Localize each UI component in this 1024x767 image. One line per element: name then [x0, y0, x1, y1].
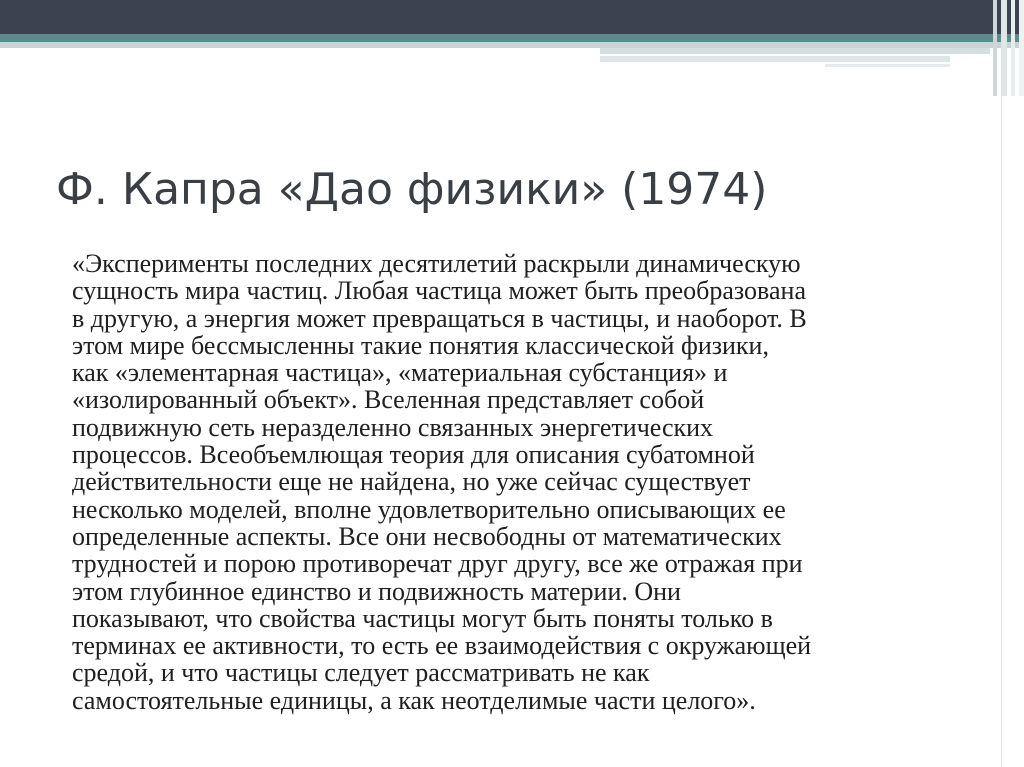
quote-text [72, 250, 972, 714]
edge-decoration [993, 0, 1024, 96]
header-band-dark [0, 0, 1024, 34]
edge-bar-4 [1019, 0, 1024, 96]
header-decoration-steps [600, 48, 990, 68]
quote-line: этом глубинное единство и подвижность материи. Они [72, 576, 681, 606]
quote-line: действительности еще не найдена, но уже сейчас существует [72, 467, 751, 497]
quote-line: в другую, а энергия может превращаться в частицы, и наоборот. В [72, 303, 807, 333]
quote-line: терминах ее активности, то есть ее взаимодействия с окружающей [72, 631, 812, 661]
edge-bar-3 [1011, 0, 1015, 96]
quote-line: определенные аспекты. Все они несвободны от математических [72, 521, 782, 551]
header-step-3 [825, 64, 950, 67]
edge-bar-1 [993, 0, 997, 96]
quote-line: трудностей и порою противоречат друг другу, все же отражая при [72, 549, 803, 579]
quote-line: средой, и что частицы следует рассматривать не как [72, 658, 650, 688]
quote-line: «изолированный объект». Вселенная представляет собой [72, 385, 705, 415]
header-band-teal [0, 34, 1024, 42]
edge-bar-2 [1001, 0, 1007, 96]
quote-line: подвижную сеть неразделенно связанных энергетических [72, 412, 714, 442]
side-divider [1001, 96, 1002, 767]
quote-line: этом мире бессмысленны такие понятия классической физики, [72, 330, 769, 360]
quote-line: показывают, что свойства частицы могут быть поняты только в [72, 603, 773, 633]
quote-line: «Эксперименты последних десятилетий раскрыли динамическую [72, 249, 801, 278]
quote-line: как «элементарная частица», «материальная субстанция» и [72, 358, 728, 388]
header-step-1 [600, 48, 990, 54]
quote-line: несколько моделей, вполне удовлетворительно описывающих ее [72, 494, 786, 524]
quote-line: процессов. Всеобъемлющая теория для описания субатомной [72, 440, 755, 470]
slide-title: Ф. Капра «Дао физики» (1974) [56, 164, 768, 215]
header-step-2 [600, 56, 950, 62]
quote-line: самостоятельные единицы, а как неотделимые части целого». [72, 685, 756, 715]
quote-line: сущность мира частиц. Любая частица может быть преобразована [72, 276, 806, 306]
